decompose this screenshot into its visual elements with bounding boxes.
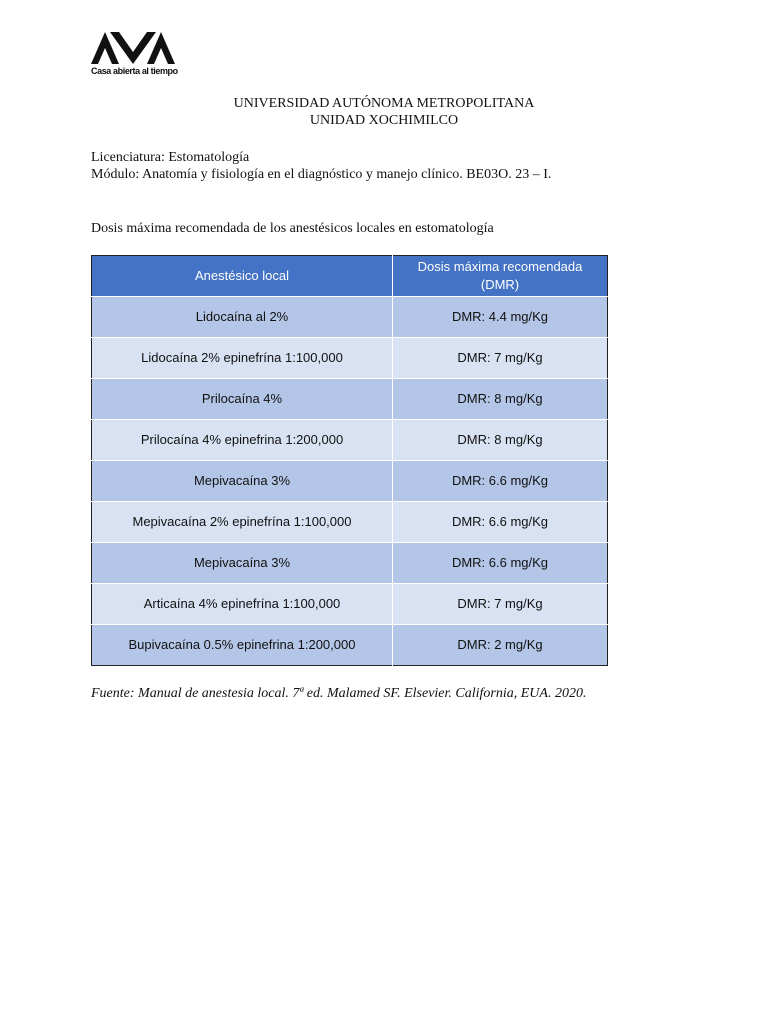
- table-row: [92, 297, 608, 338]
- dose-cell: DMR: 8 mg/Kg: [393, 379, 608, 420]
- degree-line: Licenciatura: Estomatología: [91, 150, 250, 165]
- anesthetic-cell: Lidocaína 2% epinefrína 1:100,000: [92, 338, 393, 379]
- dose-cell: DMR: 6.6 mg/Kg: [393, 502, 608, 543]
- uam-logo: [91, 28, 187, 80]
- document-header: [0, 95, 768, 129]
- table-row: [92, 338, 608, 379]
- table-caption: Dosis máxima recomendada de los anestésicos locales en estomatología: [91, 221, 494, 236]
- dose-table: [91, 255, 608, 666]
- unit-name: UNIDAD XOCHIMILCO: [309, 113, 459, 128]
- anesthetic-cell: Prilocaína 4% epinefrina 1:200,000: [92, 420, 393, 461]
- table-row: [92, 420, 608, 461]
- anesthetic-cell: Mepivacaína 2% epinefrína 1:100,000: [92, 502, 393, 543]
- table-header-row: [92, 256, 608, 297]
- module-line: Módulo: Anatomía y fisiología en el diagnóstico y manejo clínico. BE03O. 23 – I.: [91, 167, 552, 182]
- anesthetic-cell: Lidocaína al 2%: [92, 297, 393, 338]
- table-row: [92, 502, 608, 543]
- university-name: UNIVERSIDAD AUTÓNOMA METROPOLITANA: [233, 96, 535, 111]
- header-dose-line1: Dosis máxima recomendada: [417, 259, 583, 274]
- anesthetic-cell: Mepivacaína 3%: [92, 543, 393, 584]
- header-dose-line2: (DMR): [480, 277, 520, 292]
- header-anesthetic: Anestésico local: [92, 256, 393, 297]
- anesthetic-cell: Bupivacaína 0.5% epinefrina 1:200,000: [92, 625, 393, 666]
- anesthetic-cell: Prilocaína 4%: [92, 379, 393, 420]
- table-row: [92, 584, 608, 625]
- anesthetic-cell: Mepivacaína 3%: [92, 461, 393, 502]
- source-citation: Fuente: Manual de anestesia local. 7ª ed. Malamed SF. Elsevier. California, EUA. 2020.: [91, 686, 587, 701]
- uam-logo-mark: [91, 28, 175, 66]
- dose-cell: DMR: 6.6 mg/Kg: [393, 543, 608, 584]
- dose-cell: DMR: 6.6 mg/Kg: [393, 461, 608, 502]
- table-row: [92, 543, 608, 584]
- table-row: [92, 625, 608, 666]
- course-meta: [91, 149, 551, 183]
- table-row: [92, 379, 608, 420]
- dose-cell: DMR: 4.4 mg/Kg: [393, 297, 608, 338]
- header-dose: [393, 256, 608, 297]
- dose-cell: DMR: 2 mg/Kg: [393, 625, 608, 666]
- dose-cell: DMR: 7 mg/Kg: [393, 338, 608, 379]
- anesthetic-cell: Articaína 4% epinefrína 1:100,000: [92, 584, 393, 625]
- dose-cell: DMR: 7 mg/Kg: [393, 584, 608, 625]
- logo-caption: Casa abierta al tiempo: [91, 66, 178, 76]
- dose-cell: DMR: 8 mg/Kg: [393, 420, 608, 461]
- table-row: [92, 461, 608, 502]
